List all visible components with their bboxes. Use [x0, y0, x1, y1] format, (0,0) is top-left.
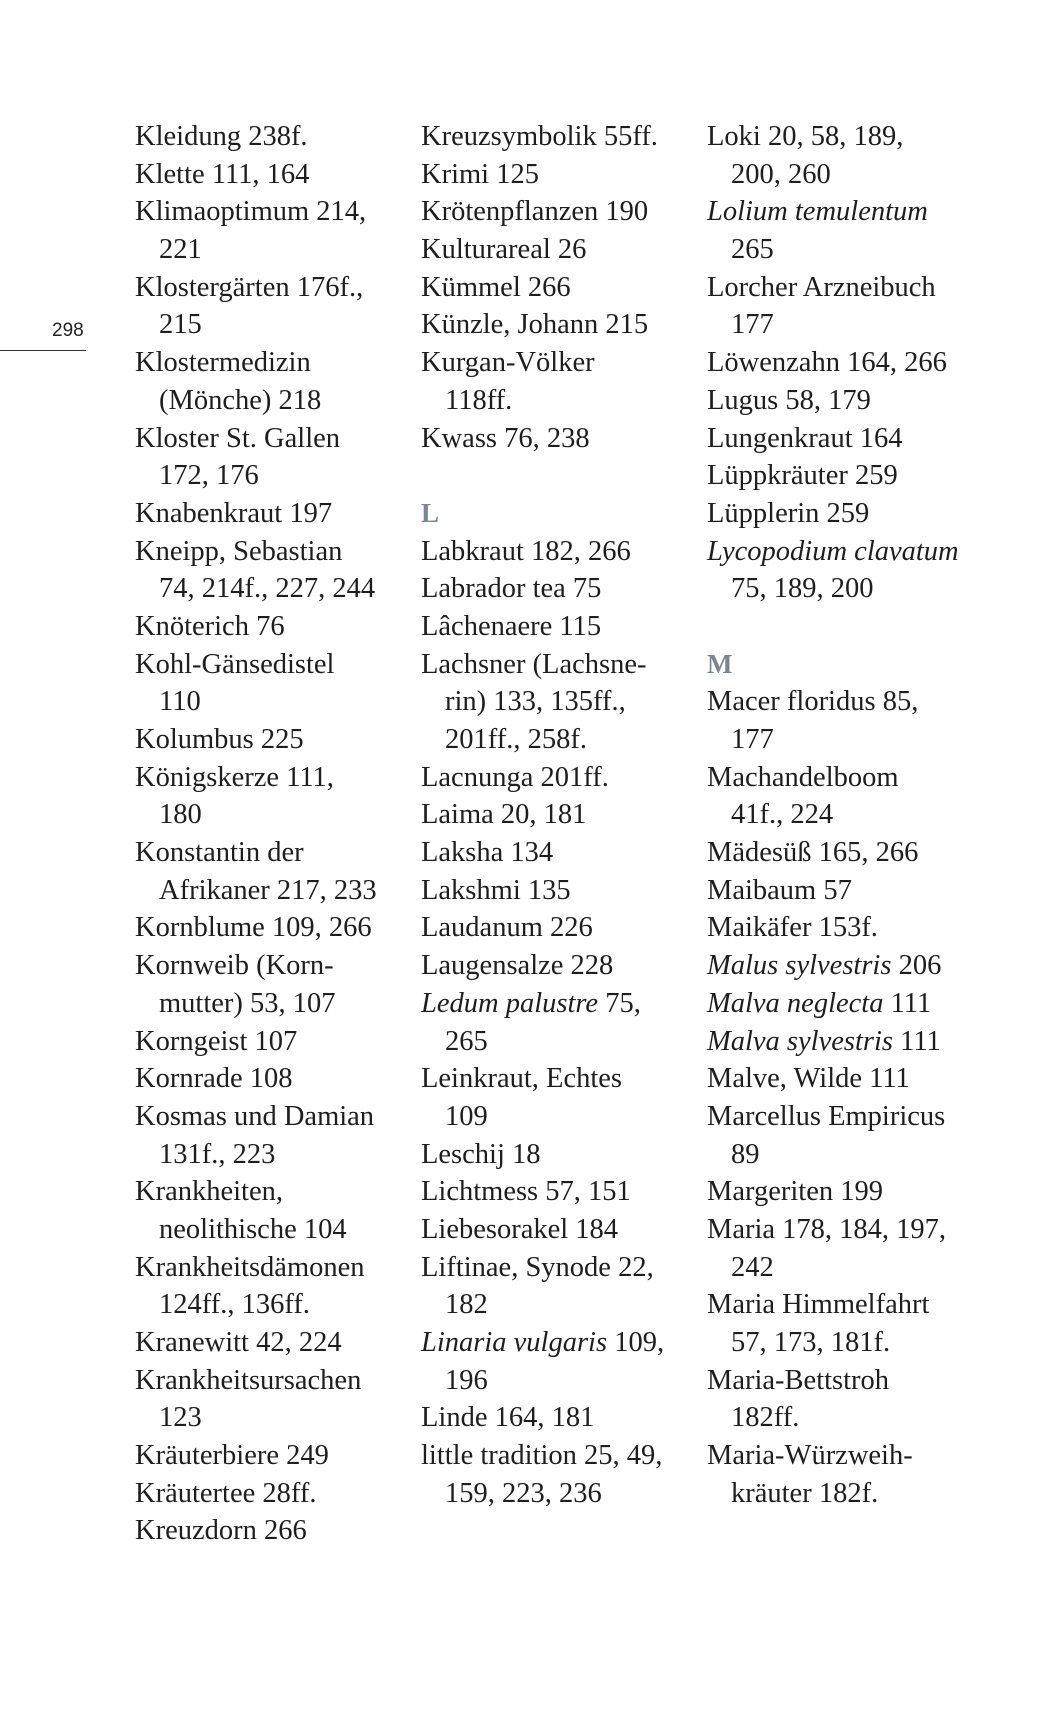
index-entry-continuation: 57, 173, 181f.	[731, 1327, 891, 1358]
index-entry: Mädesüß 165, 266	[707, 837, 919, 869]
index-entry-continuation: 265	[731, 234, 774, 266]
index-entry: Lugus 58, 179	[707, 384, 871, 416]
index-entry-continuation: 182	[445, 1289, 488, 1321]
index-entry	[707, 193, 977, 231]
index-entry: Lâchenaere 115	[421, 610, 602, 642]
index-entry: Linde 164, 181	[421, 1402, 595, 1434]
index-entry	[707, 1023, 977, 1061]
index-entry-continuation: 242	[731, 1251, 774, 1283]
index-entry: Maria-Würzweih-	[707, 1440, 913, 1472]
index-entry: Laudanum 226	[421, 912, 593, 944]
index-entry: Lüppkräuter 259	[707, 460, 898, 492]
index-entry: Krankheiten,	[135, 1176, 283, 1208]
index-entry: Kneipp, Sebastian	[135, 535, 343, 567]
index-entry	[707, 947, 977, 985]
index-entry-continuation: 177	[731, 309, 774, 341]
index-entry: Kräuterbiere 249	[135, 1440, 329, 1472]
index-entry: Krankheitsdämonen	[135, 1251, 365, 1283]
index-entry-continuation: 131f., 223	[159, 1138, 276, 1170]
index-column-2	[421, 118, 691, 1512]
index-entry: Liftinae, Synode 22,	[421, 1251, 654, 1283]
index-entry-continuation: (Mönche) 218	[159, 384, 322, 416]
index-entry: Labrador tea 75	[421, 573, 602, 605]
index-entry: Machandelboom	[707, 761, 899, 793]
index-entry: Kosmas und Damian	[135, 1100, 375, 1132]
index-entry-continuation: rin) 133, 135ff.,	[445, 686, 626, 718]
page-refs: 206	[891, 950, 942, 982]
page-refs: 111	[883, 987, 932, 1019]
index-entry	[707, 985, 977, 1023]
index-entry: Knabenkraut 197	[135, 497, 333, 529]
index-entry: Krankheitsursachen	[135, 1364, 362, 1396]
index-entry: Macer floridus 85,	[707, 686, 919, 718]
index-entry: Kornweib (Korn-	[135, 950, 334, 982]
index-entry-continuation: kräuter 182f.	[731, 1477, 879, 1509]
index-entry: Maria-Bettstroh	[707, 1364, 890, 1396]
index-entry: Kornblume 109, 266	[135, 912, 372, 944]
index-entry: Kleidung 238f.	[135, 121, 308, 152]
index-entry: Kurgan-Völker	[421, 347, 595, 379]
page-refs: 109,	[607, 1327, 665, 1358]
index-entry: Laksha 134	[421, 837, 554, 869]
index-entry-continuation: 215	[159, 309, 202, 341]
index-entry: Krötenpflanzen 190	[421, 196, 649, 228]
italic-term: Lycopodium clavatum	[707, 535, 959, 567]
index-entry: little tradition 25, 49,	[421, 1440, 663, 1472]
page-number-rule	[0, 350, 86, 351]
index-column-3	[707, 118, 977, 1512]
index-entry: Loki 20, 58, 189,	[707, 121, 904, 152]
section-letter-heading: M	[707, 648, 733, 679]
index-entry	[707, 533, 977, 571]
index-entry: Lakshmi 135	[421, 874, 571, 906]
index-entry-continuation: 221	[159, 234, 202, 266]
index-entry: Kohl-Gänsedistel	[135, 648, 335, 680]
section-letter-heading: L	[421, 497, 440, 528]
index-entry: Maria 178, 184, 197,	[707, 1213, 947, 1245]
index-entry: Lorcher Arzneibuch	[707, 271, 936, 303]
index-entry: Kräutertee 28ff.	[135, 1477, 317, 1509]
index-entry: Lacnunga 201ff.	[421, 761, 609, 793]
index-entry-continuation: 180	[159, 799, 202, 831]
index-entry-continuation: 123	[159, 1402, 202, 1434]
index-entry: Kreuzdorn 266	[135, 1515, 307, 1547]
index-entry: Kümmel 266	[421, 271, 571, 303]
index-entry: Malve, Wilde 111	[707, 1063, 910, 1095]
index-entry-continuation: 201ff., 258f.	[445, 724, 587, 755]
index-entry: Maibaum 57	[707, 874, 852, 906]
index-entry: Kwass 76, 238	[421, 422, 590, 454]
index-entry-continuation: 41f., 224	[731, 799, 834, 831]
index-entry: Kranewitt 42, 224	[135, 1327, 342, 1358]
index-entry	[421, 1324, 691, 1362]
index-entry: Liebesorakel 184	[421, 1213, 619, 1245]
index-entry: Knöterich 76	[135, 610, 285, 642]
index-entry: Leinkraut, Echtes	[421, 1063, 623, 1095]
index-entry: Laima 20, 181	[421, 799, 587, 831]
index-entry-continuation: 109	[445, 1100, 488, 1132]
index-entry: Lungenkraut 164	[707, 422, 903, 454]
index-entry: Lüpplerin 259	[707, 497, 870, 529]
index-entry: Kornrade 108	[135, 1063, 293, 1095]
index-entry-continuation: 172, 176	[159, 460, 259, 492]
index-entry	[421, 985, 691, 1023]
page-refs: 75,	[598, 987, 641, 1019]
index-entry: Marcellus Empiricus	[707, 1100, 946, 1132]
index-entry-continuation: 118ff.	[445, 384, 513, 416]
italic-term: Malva neglecta	[707, 987, 884, 1019]
index-entry-continuation: 182ff.	[731, 1402, 800, 1434]
index-entry-continuation: 177	[731, 724, 774, 755]
index-entry-continuation: 200, 260	[731, 158, 831, 190]
index-entry: Labkraut 182, 266	[421, 535, 631, 567]
index-entry: Königskerze 111,	[135, 761, 334, 793]
index-entry-continuation: 110	[159, 686, 201, 718]
index-entry-continuation: Afrikaner 217, 233	[159, 874, 377, 906]
index-entry-continuation: 124ff., 136ff.	[159, 1289, 310, 1321]
index-entry: Maria Himmelfahrt	[707, 1289, 930, 1321]
index-entry: Lichtmess 57, 151	[421, 1176, 631, 1208]
index-entry: Klimaoptimum 214,	[135, 196, 367, 228]
blank-line	[707, 608, 977, 646]
index-entry: Lachsner (Lachsne-	[421, 648, 647, 680]
index-entry-continuation: 159, 223, 236	[445, 1477, 602, 1509]
italic-term: Malus sylvestris	[707, 950, 892, 982]
italic-term: Malva sylvestris	[707, 1025, 894, 1057]
index-entry: Löwenzahn 164, 266	[707, 347, 947, 379]
index-entry: Leschij 18	[421, 1138, 541, 1170]
index-entry: Klostergärten 176f.,	[135, 271, 364, 303]
index-column-1	[135, 118, 405, 1550]
italic-term: Ledum palustre	[421, 987, 599, 1019]
index-entry-continuation: 75, 189, 200	[731, 573, 874, 605]
index-entry: Künzle, Johann 215	[421, 309, 649, 341]
index-entry-continuation: 196	[445, 1364, 488, 1396]
index-entry: Krimi 125	[421, 158, 539, 190]
blank-line	[421, 457, 691, 495]
index-entry: Klostermedizin	[135, 347, 311, 379]
page-number: 298	[52, 320, 84, 341]
page-refs: 111	[893, 1025, 941, 1057]
index-entry: Kloster St. Gallen	[135, 422, 341, 454]
index-entry: Kreuzsymbolik 55ff.	[421, 121, 658, 152]
index-entry-continuation: 265	[445, 1025, 488, 1057]
index-entry: Maikäfer 153f.	[707, 912, 878, 944]
italic-term: Lolium temulentum	[707, 196, 928, 228]
index-entry: Kolumbus 225	[135, 724, 304, 755]
index-entry: Margeriten 199	[707, 1176, 883, 1208]
index-entry-continuation: neolithische 104	[159, 1213, 347, 1245]
index-entry: Kulturareal 26	[421, 234, 587, 266]
index-entry: Korngeist 107	[135, 1025, 298, 1057]
index-entry: Konstantin der	[135, 837, 304, 869]
index-entry-continuation: mutter) 53, 107	[159, 987, 336, 1019]
italic-term: Linaria vulgaris	[421, 1327, 608, 1358]
index-entry: Laugensalze 228	[421, 950, 614, 982]
index-entry: Klette 111, 164	[135, 158, 310, 190]
index-entry-continuation: 74, 214f., 227, 244	[159, 573, 376, 605]
index-entry-continuation: 89	[731, 1138, 760, 1170]
